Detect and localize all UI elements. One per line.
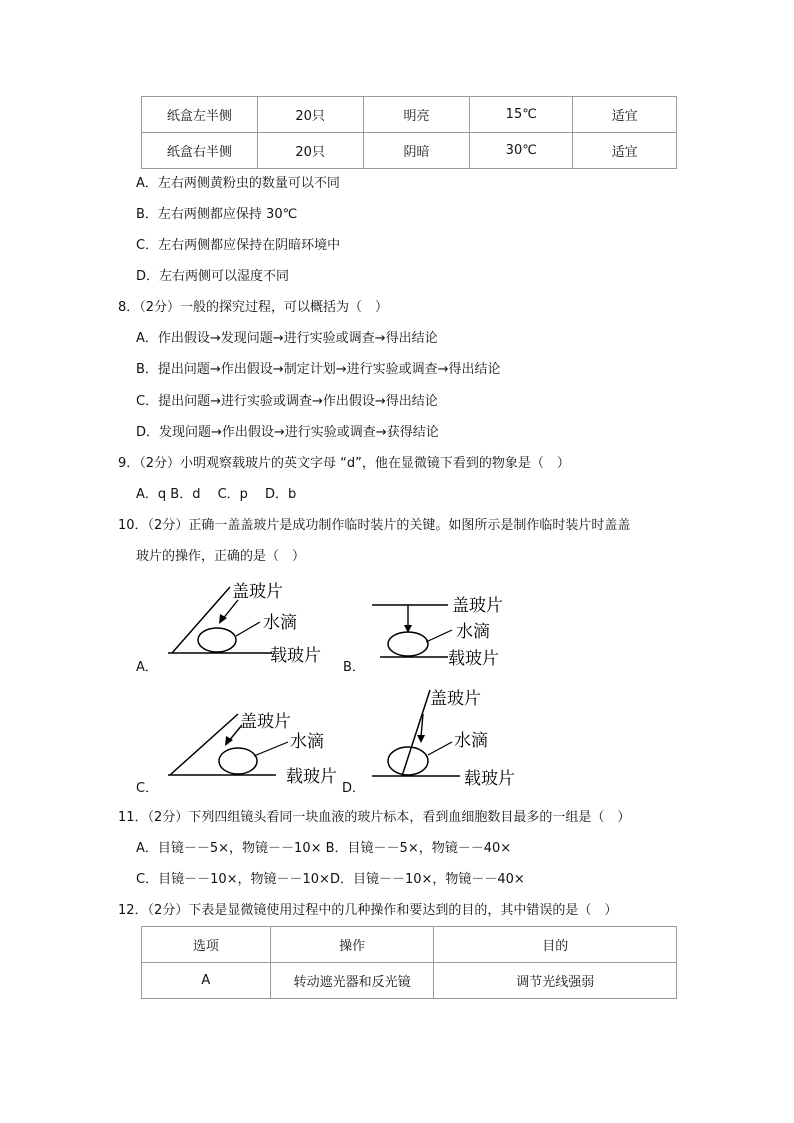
figure-d (368, 684, 528, 796)
table-header-row (142, 927, 677, 963)
table-cell: 阴暗 (363, 133, 470, 169)
experiment-table (141, 96, 677, 169)
q8-option-a: A．作出假设→发现问题→进行实验或调查→得出结论 (136, 331, 438, 346)
water-drop (219, 748, 257, 774)
table-cell: 30℃ (470, 133, 573, 169)
q9-stem: 9．（2分）小明观察载玻片的英文字母 “d”，他在显微镜下看到的物象是（ ） (118, 456, 570, 471)
table-cell: 适宜 (573, 133, 677, 169)
q11-options-line2: C．目镜－－10×，物镜－－10×D．目镜－－10×，物镜－－40× (136, 872, 525, 887)
figure-b (368, 592, 528, 670)
label-water: 水滴 (290, 732, 324, 752)
table-cell: 调节光线强弱 (434, 963, 677, 999)
water-pointer (254, 742, 288, 756)
label-water: 水滴 (454, 731, 488, 751)
q7-option-b: B．左右两侧都应保持 30℃ (136, 207, 298, 222)
label-cover: 盖玻片 (240, 712, 291, 732)
q12-stem: 12．（2分）下表是显微镜使用过程中的几种操作和要达到的目的，其中错误的是（ ） (118, 903, 618, 918)
label-slide: 载玻片 (448, 649, 499, 669)
table-header: 目的 (434, 927, 677, 963)
q10-stem-line2: 玻片的操作，正确的是（ ） (136, 549, 306, 564)
microscope-table (141, 926, 677, 999)
label-cover: 盖玻片 (452, 596, 503, 616)
label-slide: 载玻片 (464, 769, 515, 789)
figure-c-letter: C． (136, 781, 159, 796)
table-cell: 适宜 (573, 97, 677, 133)
table-header: 操作 (270, 927, 434, 963)
table-row (142, 97, 677, 133)
water-pointer (426, 630, 452, 642)
water-pointer (428, 742, 452, 755)
q7-option-c: C．左右两侧都应保持在阴暗环境中 (136, 238, 341, 253)
figure-a (160, 576, 340, 668)
water-pointer (236, 622, 260, 636)
q8-option-b: B．提出问题→作出假设→制定计划→进行实验或调查→得出结论 (136, 362, 501, 377)
label-slide: 载玻片 (270, 646, 321, 666)
water-drop (388, 632, 428, 656)
arrow-head-icon (417, 735, 425, 743)
q8-option-c: C．提出问题→进行实验或调查→作出假设→得出结论 (136, 394, 438, 409)
table-cell: 20只 (257, 97, 363, 133)
label-cover: 盖玻片 (430, 689, 481, 709)
label-water: 水滴 (456, 622, 490, 642)
water-drop (388, 747, 428, 775)
label-cover: 盖玻片 (232, 582, 283, 602)
figure-c (160, 702, 350, 794)
q9-options: A．q B．d C．p D．b (136, 487, 297, 502)
table-cell: 20只 (257, 133, 363, 169)
figure-d-letter: D． (342, 781, 366, 796)
q8-stem: 8．（2分）一般的探究过程，可以概括为（ ） (118, 300, 389, 315)
cover-glass-line (402, 690, 430, 776)
q11-options-line1: A．目镜－－5×，物镜－－10× B．目镜－－5×，物镜－－40× (136, 841, 512, 856)
table-cell: A (142, 963, 271, 999)
table-row (142, 133, 677, 169)
figure-b-letter: B． (343, 660, 365, 675)
label-slide: 载玻片 (286, 767, 337, 787)
table-cell: 纸盒左半侧 (142, 97, 258, 133)
cover-glass-line (170, 714, 238, 775)
table-cell: 转动遮光器和反光镜 (270, 963, 434, 999)
table-cell: 纸盒右半侧 (142, 133, 258, 169)
figure-a-letter: A． (136, 660, 158, 675)
q7-option-d: D．左右两侧可以湿度不同 (136, 269, 290, 284)
q10-stem-line1: 10．（2分）正确一盖盖玻片是成功制作临时装片的关键。如图所示是制作临时装片时盖盖 (118, 518, 631, 533)
label-water: 水滴 (263, 613, 297, 633)
table-header: 选项 (142, 927, 271, 963)
q8-option-d: D．发现问题→作出假设→进行实验或调查→获得结论 (136, 425, 439, 440)
table-row (142, 963, 677, 999)
table-cell: 明亮 (363, 97, 470, 133)
q7-option-a: A．左右两侧黄粉虫的数量可以不同 (136, 176, 340, 191)
table-cell: 15℃ (470, 97, 573, 133)
water-drop (198, 628, 236, 652)
q11-stem: 11．（2分）下列四组镜头看同一块血液的玻片标本，看到血细胞数目最多的一组是（ ） (118, 810, 631, 825)
